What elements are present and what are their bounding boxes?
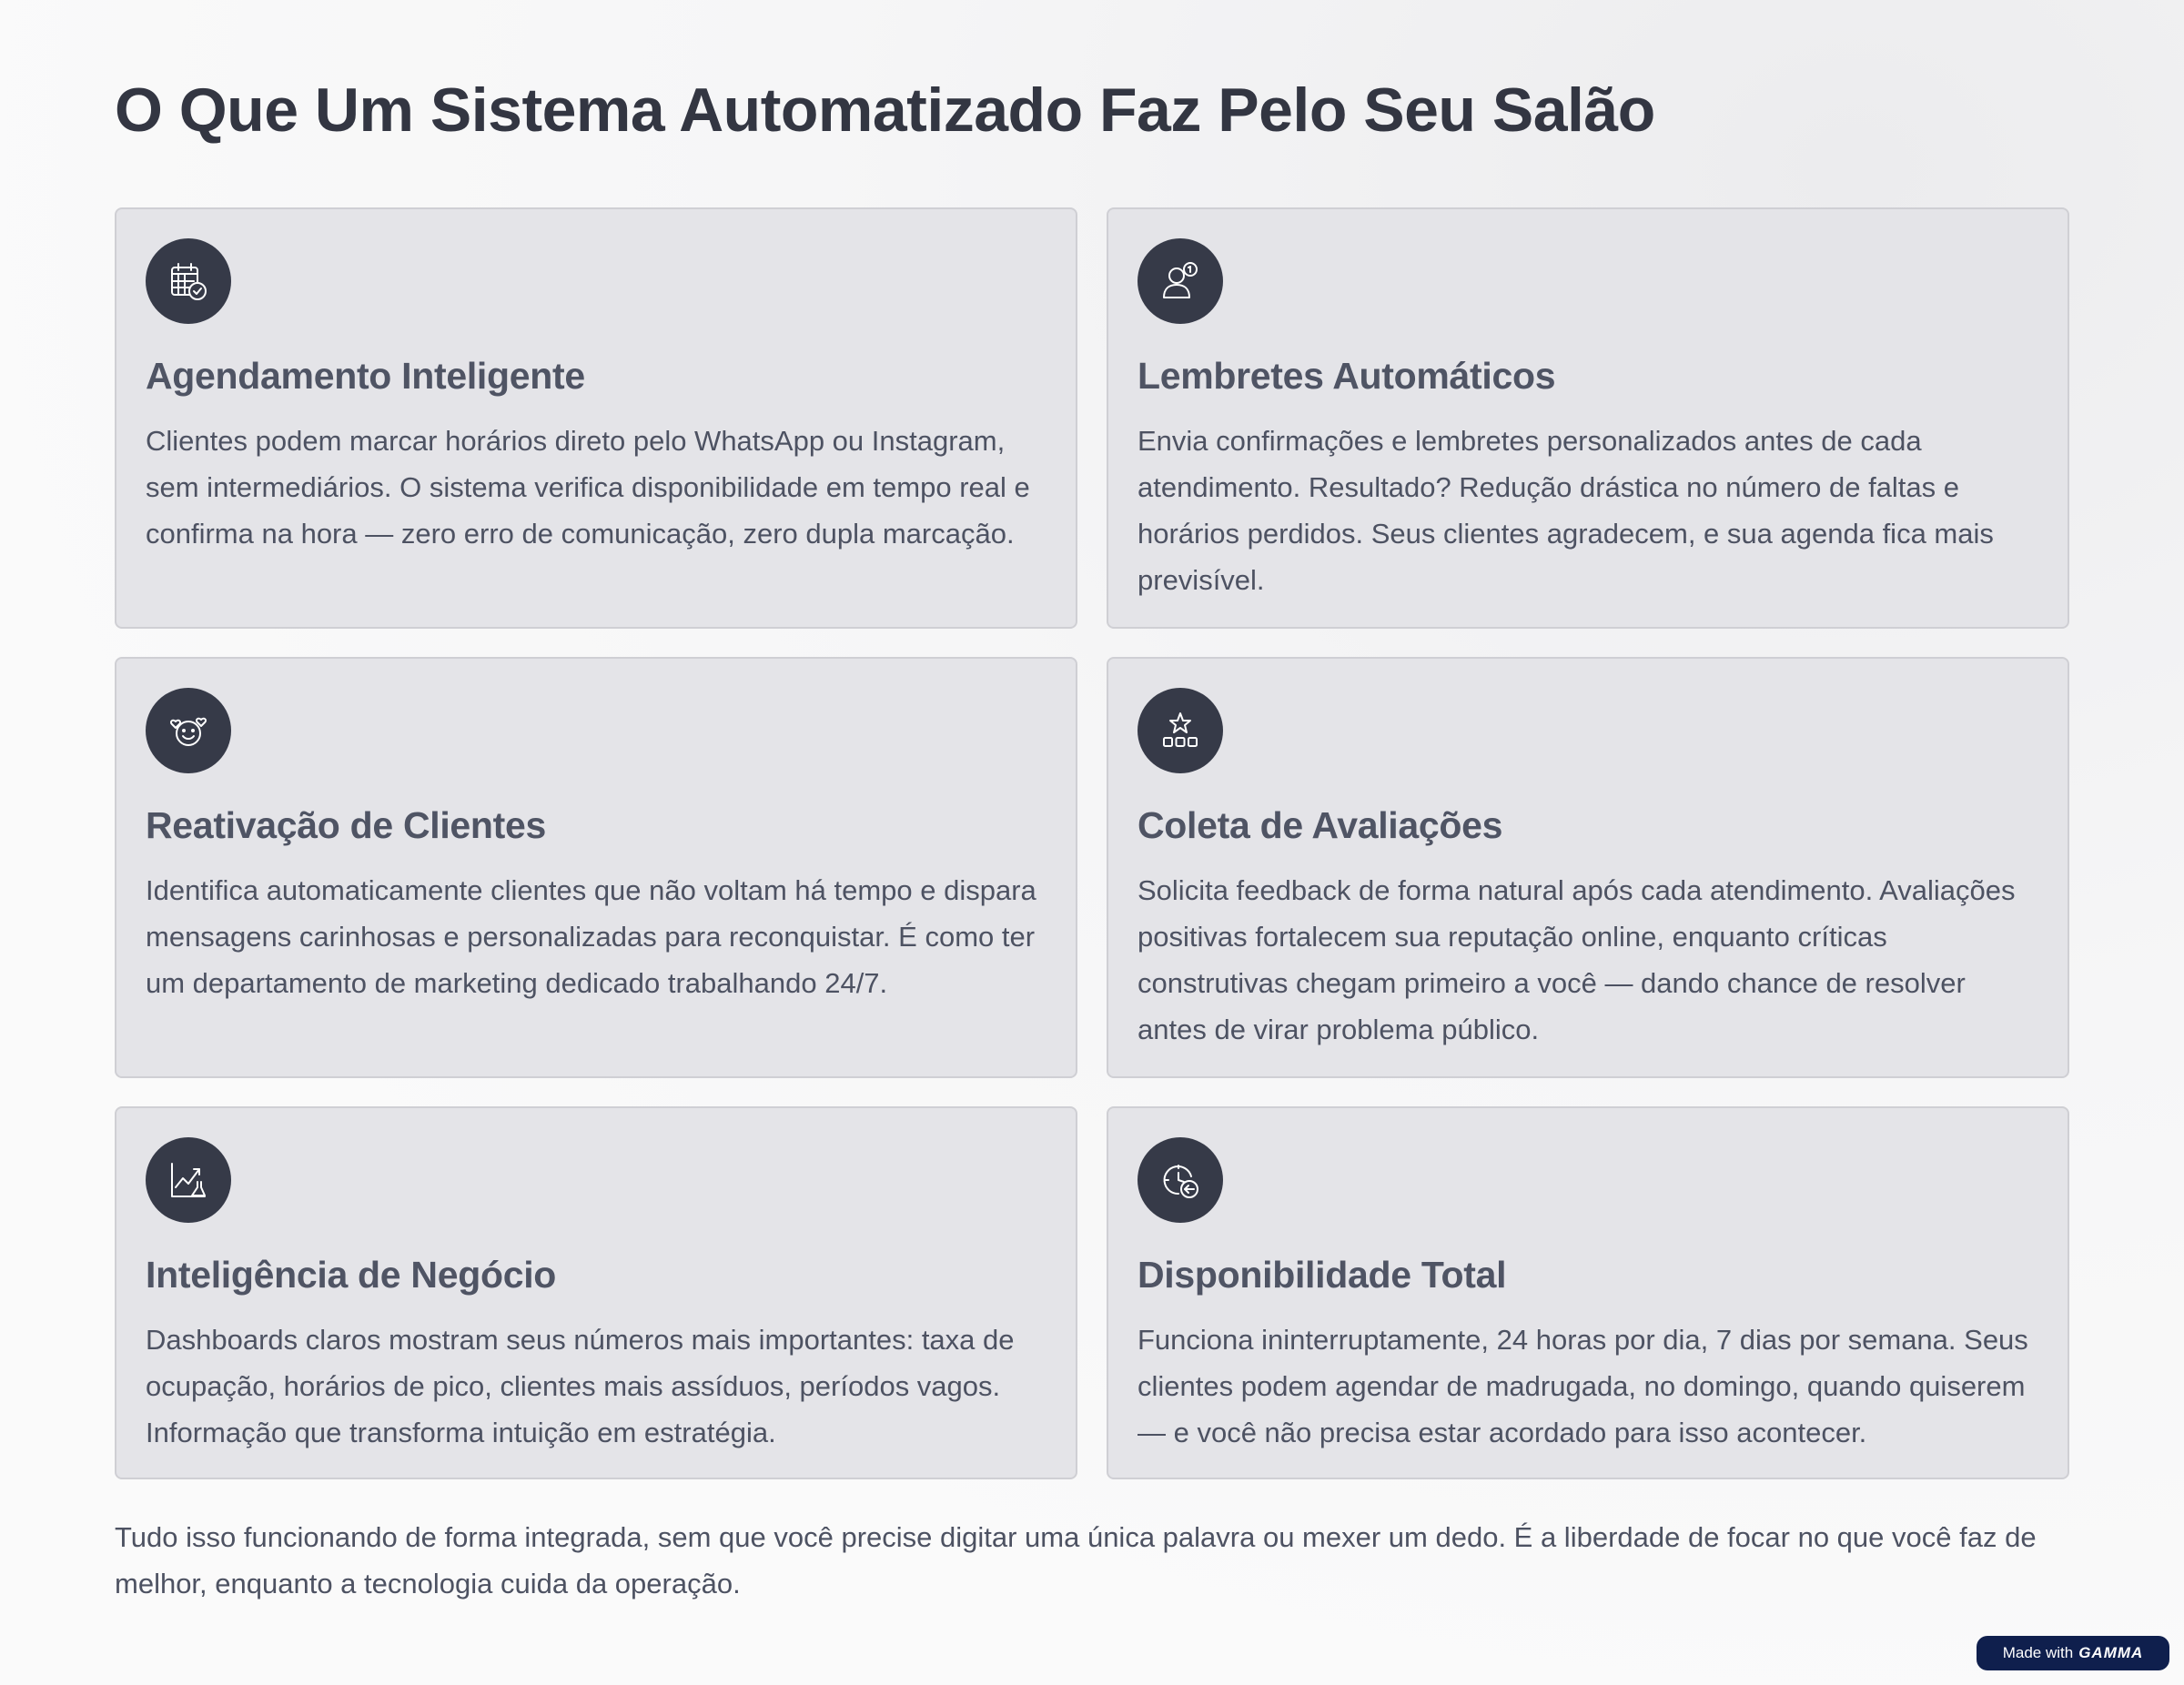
card-text: Envia confirmações e lembretes personalizados antes de cada atendimento. Resultado? Redução drástica no número de faltas e horários perdidos. Seus clientes agradecem, e sua agenda fica mais previsível. <box>1138 425 1994 596</box>
chart-growth-icon <box>146 1137 231 1223</box>
page-title: O Que Um Sistema Automatizado Faz Pelo Seu Salão <box>115 76 1655 145</box>
clock-refresh-icon <box>1138 1137 1223 1223</box>
card-title: Inteligência de Negócio <box>146 1254 557 1296</box>
star-rating-icon <box>1138 688 1223 773</box>
card-title: Coleta de Avaliações <box>1138 804 1503 846</box>
badge-prefix: Made with <box>2002 1644 2074 1661</box>
card-title: Reativação de Clientes <box>146 804 547 846</box>
summary-text: Tudo isso funcionando de forma integrada, sem que você precise digitar uma única palavra ou mexer um dedo. É a liberdade de focar no que você faz de melhor, enquanto a tecnologia cuida da operação. <box>115 1521 2037 1599</box>
user-notification-icon <box>1138 238 1223 324</box>
calendar-check-icon <box>146 238 231 324</box>
card-text: Identifica automaticamente clientes que não voltam há tempo e dispara mensagens carinhosas e personalizadas para reconquistar. É como ter um departamento de marketing dedicado trabalhando 24/7. <box>146 874 1036 999</box>
smiley-hearts-icon <box>146 688 231 773</box>
feature-card-avaliacoes <box>1107 657 2069 1078</box>
made-with-gamma-badge[interactable] <box>1977 1636 2169 1670</box>
card-text: Funciona ininterruptamente, 24 horas por dia, 7 dias por semana. Seus clientes podem agendar de madrugada, no domingo, quando quiserem — e você não precisa estar acordado para isso acontecer. <box>1138 1324 2028 1448</box>
feature-card-inteligencia <box>115 1106 1077 1479</box>
feature-card-disponibilidade <box>1107 1106 2069 1479</box>
card-title: Agendamento Inteligente <box>146 355 585 397</box>
feature-card-reativacao <box>115 657 1077 1078</box>
feature-card-lembretes <box>1107 207 2069 629</box>
card-text: Solicita feedback de forma natural após cada atendimento. Avaliações positivas fortalecem sua reputação online, enquanto críticas construtivas chegam primeiro a você — dando chance de resolver antes de virar problema público. <box>1138 874 2016 1045</box>
gamma-logo: GAMMA <box>2078 1644 2144 1661</box>
feature-card-agendamento <box>115 207 1077 629</box>
card-text: Dashboards claros mostram seus números mais importantes: taxa de ocupação, horários de pico, clientes mais assíduos, períodos vagos. Informação que transforma intuição em estratégia. <box>146 1324 1015 1448</box>
card-title: Disponibilidade Total <box>1138 1254 1507 1296</box>
card-text: Clientes podem marcar horários direto pelo WhatsApp ou Instagram, sem intermediários. O sistema verifica disponibilidade em tempo real e confirma na hora — zero erro de comunicação, zero dupla marcação. <box>146 425 1030 550</box>
card-title: Lembretes Automáticos <box>1138 355 1556 397</box>
feature-grid <box>115 207 2069 1479</box>
